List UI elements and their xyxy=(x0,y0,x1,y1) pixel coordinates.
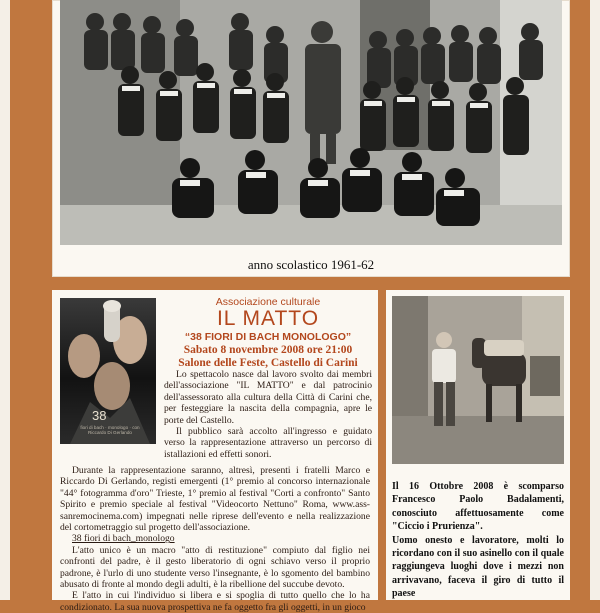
event-poster xyxy=(60,298,156,444)
page-edge-right xyxy=(590,0,600,600)
poster-subtitle: fiori di bach · monologo · con Riccardo Di Gerlando xyxy=(80,425,140,435)
obituary-paragraph: Il 16 Ottobre 2008 è scomparso Francesco Paolo Badalamenti, conosciuto affettuosamente come "Ciccio i Prurienza". xyxy=(392,481,564,533)
obituary-paragraph: Uomo onesto e lavoratore, molti lo ricordano con il suo asinello con il quale raggiungeva luoghi dove i mezzi non arrivavano, faceva il giro di tutto il paese xyxy=(392,534,564,600)
event-date: Sabato 8 novembre 2008 ore 21:00 xyxy=(183,344,353,356)
association-name: IL MATTO xyxy=(216,307,320,330)
show-title: “38 FIORI DI BACH MONOLOGO” xyxy=(184,331,352,343)
event-article xyxy=(52,290,378,613)
article-body xyxy=(60,465,370,613)
man-with-donkey-illustration xyxy=(392,296,564,464)
article-paragraph: E l'atto in cui l'individuo si libera e si spoglia di tutto quello che lo ha condizionato. La sua nuova prospettiva ne fa oggetto fra gli oggetti, in un gioco xyxy=(60,590,370,613)
poster-illustration xyxy=(60,298,156,444)
class-photo-panel xyxy=(52,0,570,277)
article-paragraph: L'atto unico è un macro "atto di restituzione" compiuto dal figlio nei confronti del padre, è il gesto liberatorio di ogni schiavo verso il proprio padrone, è l'urlo di uno studente verso l'insegnante, è lo sgomento del bambino abusato di fronte al mondo degli adulti, è la ribellione del succube devoto. xyxy=(60,544,370,591)
event-header xyxy=(164,296,372,370)
association-label: Associazione culturale xyxy=(215,296,321,308)
obituary-panel xyxy=(386,290,570,600)
obituary-text xyxy=(392,480,564,601)
poster-number: 38 xyxy=(92,408,107,423)
class-photo-illustration xyxy=(60,0,562,245)
class-photo xyxy=(60,0,562,245)
article-intro xyxy=(164,369,372,460)
article-paragraph: Lo spettacolo nasce dal lavoro svolto dai membri dell'associazione "IL MATTO" e dal patrocinio dell'assessorato alla cultura della Città di Carini che, per festeggiare la nascita della compagnia, apre le porte del Castello. xyxy=(164,369,372,426)
event-venue: Salone delle Feste, Castello di Carini xyxy=(178,357,358,369)
obituary-photo xyxy=(392,296,564,464)
article-paragraph: Il pubblico sarà accolto all'ingresso e guidato verso la rappresentazione attraverso un percorso di istallazioni ed effetti sonori. xyxy=(164,426,372,460)
article-paragraph: Durante la rappresentazione saranno, altresì, presenti i fratelli Marco e Riccardo Di Gerlando, registi emergenti (1° premio al concorso internazionale "44° fotogramma d'oro" Trieste, 1° premio al festival "Corti a confronto" Santo Spirito e premio speciale al festival "Videocorto Nettuno" Roma, www.ass-sanremocinema.com) impegnati nelle riprese dell'evento e nella realizzazione del cortometraggio sul progetto dell'associazione. xyxy=(60,465,370,534)
article-subheading: 38 fiori di bach_monologo xyxy=(72,533,175,545)
photo-caption: anno scolastico 1961-62 xyxy=(247,257,375,272)
page-edge-left xyxy=(0,0,10,600)
